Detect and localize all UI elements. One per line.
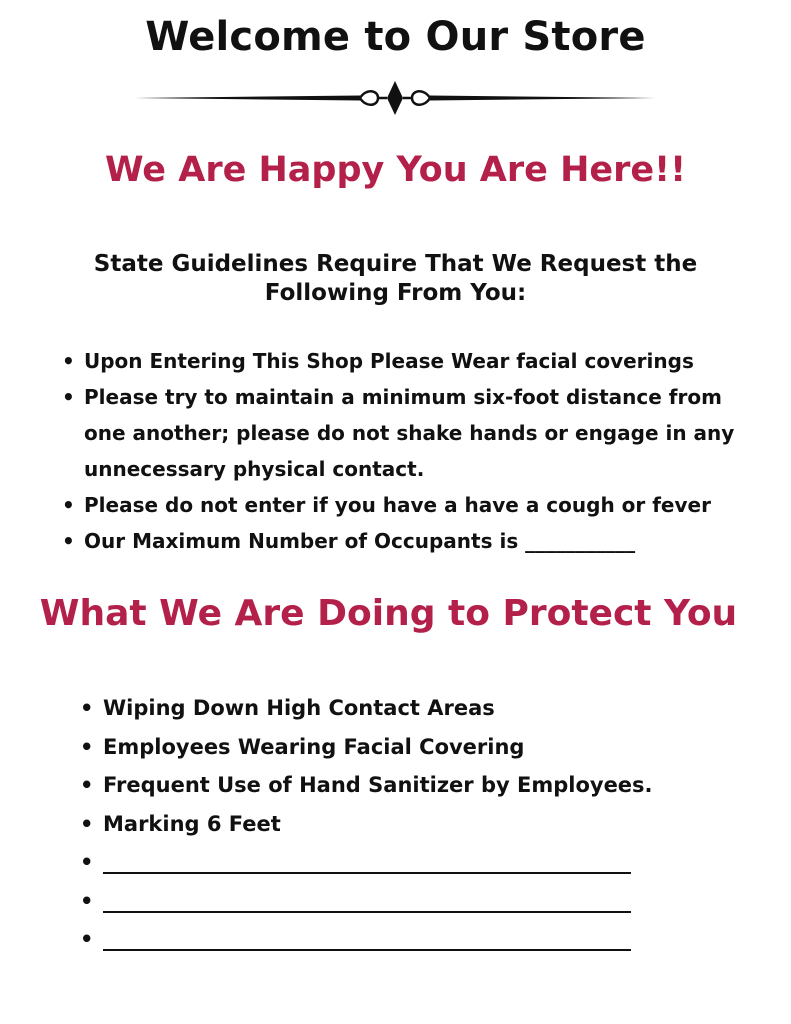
protection-item <box>80 766 720 805</box>
bullet-icon: • <box>62 493 75 517</box>
bullet-icon: • <box>62 349 75 373</box>
bullet-icon: • <box>80 850 94 874</box>
bullet-icon: • <box>80 696 94 720</box>
guideline-item-text: Please do not enter if you have a have a cough or fever <box>84 493 711 517</box>
bullet-icon: • <box>80 734 94 759</box>
fill-in-line <box>103 929 631 951</box>
bullet-icon: • <box>62 385 75 409</box>
protection-item <box>80 728 720 767</box>
guideline-item <box>62 487 762 523</box>
guideline-item-text: Upon Entering This Shop Please Wear facial coverings <box>84 349 694 373</box>
protection-list <box>80 689 720 959</box>
bullet-icon: • <box>80 773 94 797</box>
protection-item-text: Frequent Use of Hand Sanitizer by Employees. <box>103 773 653 797</box>
fill-in-line <box>103 852 631 874</box>
guideline-item-text: Please try to maintain a minimum six-foot distance from one another; please do not shake hands or engage in any unnecessary physical contact. <box>84 385 735 481</box>
protection-item-text: Marking 6 Feet <box>103 811 281 836</box>
bullet-icon: • <box>80 888 94 913</box>
bullet-icon: • <box>62 529 75 553</box>
protection-item <box>80 805 720 844</box>
fill-in-line <box>103 891 631 913</box>
bullet-icon: • <box>80 927 94 951</box>
guideline-item <box>62 379 762 487</box>
protection-blank-item <box>80 920 720 959</box>
protection-blank-item <box>80 843 720 882</box>
protection-blank-item <box>80 882 720 921</box>
protection-item-text: Wiping Down High Contact Areas <box>103 696 495 720</box>
protection-item-text: Employees Wearing Facial Covering <box>103 734 525 759</box>
ornamental-divider-icon <box>130 78 660 118</box>
protection-item <box>80 689 720 728</box>
page-title: Welcome to Our Store <box>145 14 646 60</box>
guideline-item-text: Our Maximum Number of Occupants is ___________ <box>84 529 636 553</box>
guidelines-heading: State Guidelines Require That We Request the Following From You: <box>93 251 698 306</box>
welcome-subtitle: We Are Happy You Are Here!! <box>104 150 687 190</box>
protection-heading: What We Are Doing to Protect You <box>39 593 738 634</box>
guideline-item <box>62 523 762 559</box>
guideline-item <box>62 343 762 379</box>
bullet-icon: • <box>80 811 94 836</box>
guidelines-list <box>62 343 762 559</box>
